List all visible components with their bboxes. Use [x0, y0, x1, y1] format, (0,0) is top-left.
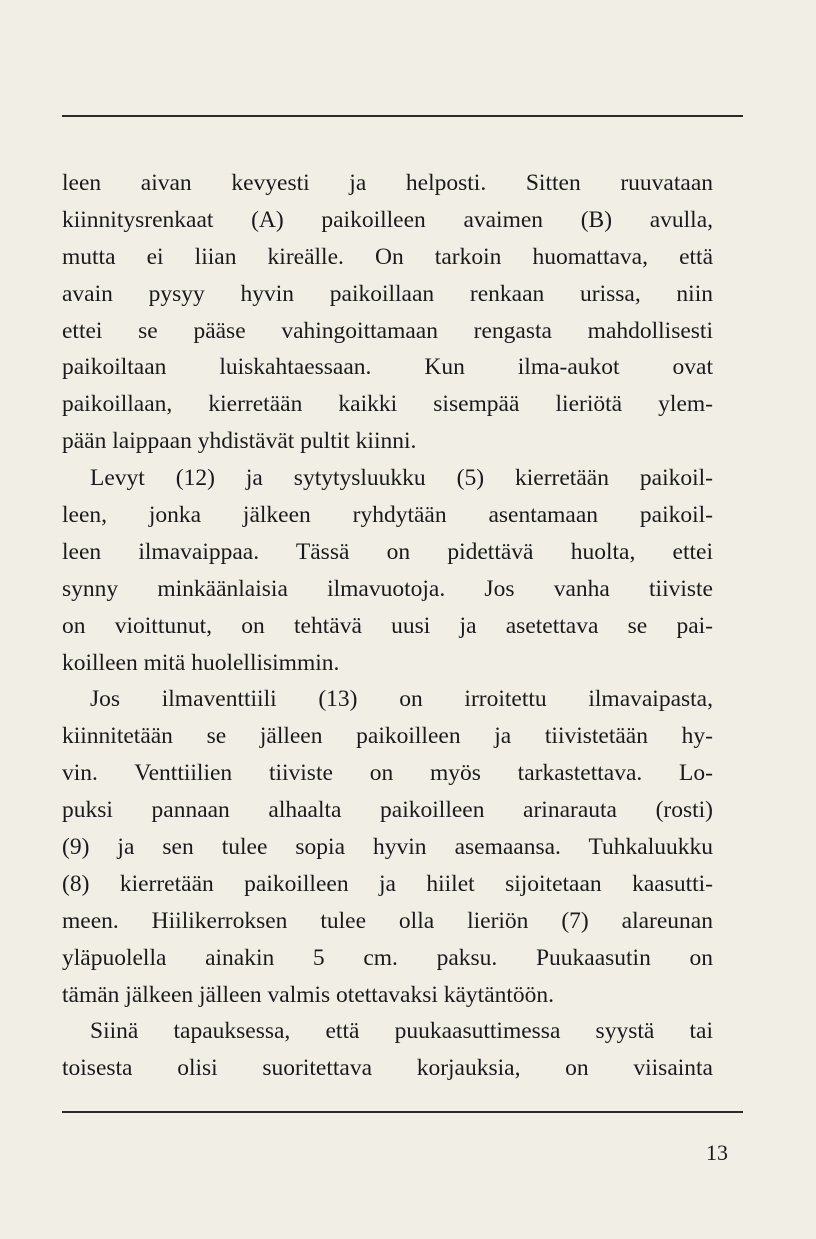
text-line: paikoiltaan luiskahtaessaan. Kun ilma-aukot ovat [62, 354, 713, 381]
text-line: (9) ja sen tulee sopia hyvin asemaansa. Tuhkaluukku [62, 834, 713, 861]
text-line: kiinnitysrenkaat (A) paikoilleen avaimen (B) avulla, [62, 206, 713, 233]
text-line: puksi pannaan alhaalta paikoilleen arinarauta (rosti) [62, 797, 713, 824]
body-text [62, 165, 713, 1087]
text-line: (8) kierretään paikoilleen ja hiilet sijoitetaan kaasutti- [62, 870, 713, 897]
text-line: yläpuolella ainakin 5 cm. paksu. Puukaasutin on [62, 944, 713, 971]
text-line: Levyt (12) ja sytytysluukku (5) kierretään paikoil- [90, 465, 713, 492]
text-line: mutta ei liian kireälle. On tarkoin huomattava, että [62, 243, 713, 270]
top-rule [62, 115, 743, 117]
page-number: 13 [706, 1140, 728, 1165]
text-line: leen ilmavaippaa. Tässä on pidettävä huolta, ettei [62, 538, 713, 565]
text-line: vin. Venttiilien tiiviste on myös tarkastettava. Lo- [62, 760, 713, 787]
text-line: paikoillaan, kierretään kaikki sisempää lieriötä ylem- [62, 391, 713, 418]
text-line: leen aivan kevyesti ja helposti. Sitten ruuvataan [62, 170, 713, 196]
text-line: kiinnitetään se jälleen paikoilleen ja tiivistetään hy- [62, 723, 713, 750]
text-line: leen, jonka jälkeen ryhdytään asentamaan paikoil- [62, 502, 713, 529]
text-line: on vioittunut, on tehtävä uusi ja asetettava se pai- [62, 612, 713, 639]
text-line: meen. Hiilikerroksen tulee olla lieriön (7) alareunan [62, 907, 713, 934]
text-line: koilleen mitä huolellisimmin. [62, 649, 340, 676]
text-line: Siinä tapauksessa, että puukaasuttimessa syystä tai [90, 1018, 713, 1045]
text-line: pään laippaan yhdistävät pultit kiinni. [62, 428, 417, 455]
text-line: tämän jälkeen jälleen valmis otettavaksi käytäntöön. [62, 981, 555, 1008]
text-line: synny minkäänlaisia ilmavuotoja. Jos vanha tiiviste [62, 575, 713, 602]
text-line: ettei se pääse vahingoittamaan rengasta mahdollisesti [62, 317, 713, 344]
bottom-rule [62, 1111, 743, 1113]
text-line: Jos ilmaventtiili (13) on irroitettu ilmavaipasta, [90, 686, 713, 713]
text-line: toisesta olisi suoritettava korjauksia, on viisainta [62, 1055, 713, 1082]
text-line: avain pysyy hyvin paikoillaan renkaan urissa, niin [62, 280, 713, 307]
